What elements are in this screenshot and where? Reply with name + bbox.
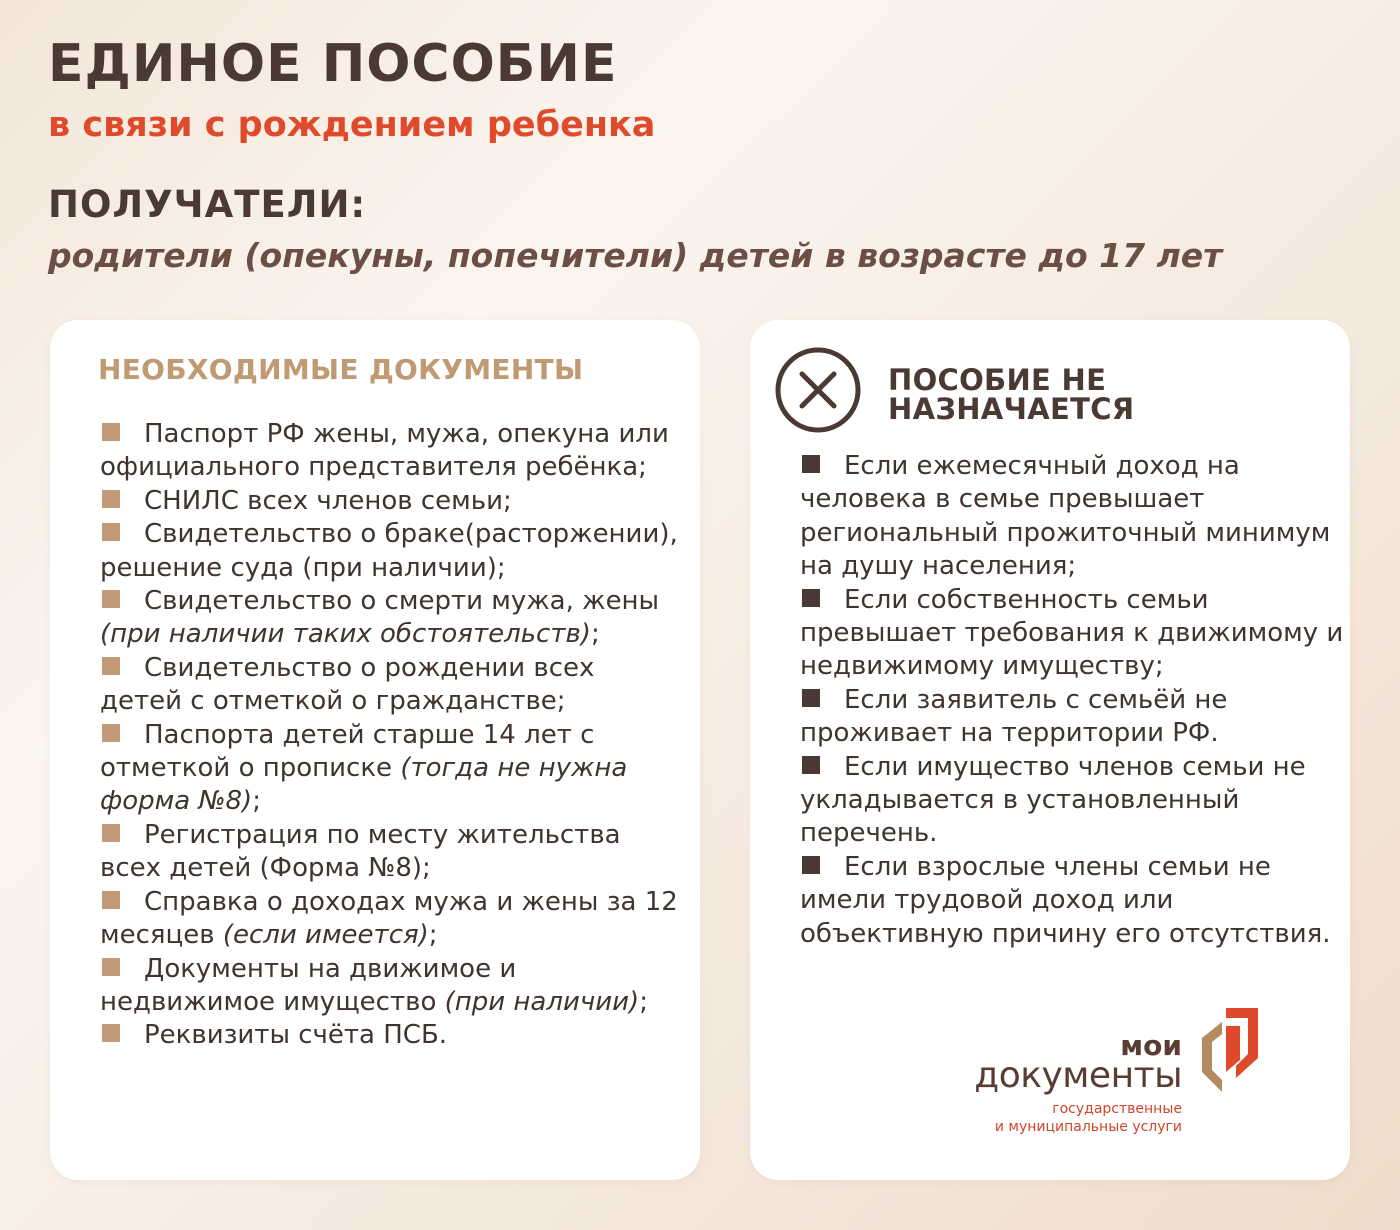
document-item-tail: ; [590,619,600,650]
square-bullet-icon [102,891,120,909]
square-bullet-icon [802,589,820,607]
document-item [100,418,680,485]
document-item [100,485,680,518]
square-bullet-icon [102,423,120,441]
moi-dokumenty-logo [974,1008,1310,1138]
logo-sub-line1: государственные [1052,1101,1182,1117]
square-bullet-icon [802,756,820,774]
reason-item [800,584,1345,684]
logo-line2: документы [974,1055,1182,1096]
square-bullet-icon [102,490,120,508]
square-bullet-icon [102,590,120,608]
document-item-text: Паспорта детей старше 14 лет с отметкой о прописке [100,719,595,784]
document-item [100,652,680,719]
reason-item-text: Если взрослые члены семьи не имели трудовой доход или объективную причину его отсутствия. [800,851,1331,949]
logo-mark-icon [1196,1008,1262,1096]
square-bullet-icon [102,958,120,976]
document-item [100,719,680,819]
document-item [100,585,680,652]
reason-item-text: Если заявитель с семьёй не проживает на территории РФ. [800,684,1228,749]
reason-item-text: Если имущество членов семьи не укладывается в установленный перечень. [800,751,1306,849]
square-bullet-icon [102,1024,120,1042]
document-item-text: Паспорт РФ жены, мужа, опекуна или официального представителя ребёнка; [100,419,669,483]
reason-item [800,450,1345,584]
document-item-note: (если имеется) [222,920,429,951]
document-item-text: Свидетельство о рождении всех детей с отметкой о гражданстве; [100,652,595,717]
close-circle-icon [774,346,862,434]
document-item [100,1019,680,1052]
document-item [100,518,680,585]
logo-sub-line2: и муниципальные услуги [994,1119,1182,1135]
document-item-text: СНИЛС всех членов семьи; [144,485,512,516]
reason-item [800,851,1345,951]
square-bullet-icon [102,523,120,541]
documents-list [100,418,680,1053]
square-bullet-icon [802,689,820,707]
recipients-title: ПОЛУЧАТЕЛИ: [48,183,367,226]
documents-card [50,320,700,1180]
document-item-tail: ; [428,920,438,951]
document-item [100,953,680,1020]
document-item-text: Свидетельство о смерти мужа, жены [144,586,660,617]
square-bullet-icon [102,657,120,675]
reason-item [800,751,1345,851]
square-bullet-icon [802,856,820,874]
document-item-text: Документы на движимое и недвижимое имущество [100,953,517,1017]
logo-subtitle [995,1100,1182,1136]
square-bullet-icon [102,824,120,842]
document-item-text: Реквизиты счёта ПСБ. [144,1020,448,1051]
logo-line1: мои [1120,1029,1182,1062]
page-subtitle: в связи с рождением ребенка [48,105,656,145]
recipients-text: родители (опекуны, попечители) детей в возрасте до 17 лет [48,236,1223,275]
document-item [100,886,680,953]
document-item-note: (тогда не нужна форма №8) [100,753,628,817]
document-item-text: Регистрация по месту жительства всех детей (Форма №8); [100,819,621,884]
reason-item-text: Если собственность семьи превышает требования к движимому и недвижимому имуществу; [800,584,1344,682]
document-item-tail: ; [252,786,261,817]
square-bullet-icon [802,455,820,473]
not-assigned-list [800,450,1345,951]
document-item-text: Свидетельство о браке(расторжении), решение суда (при наличии); [100,519,678,583]
documents-title: НЕОБХОДИМЫЕ ДОКУМЕНТЫ [98,353,584,386]
not-assigned-card [750,320,1350,1180]
reason-item-text: Если ежемесячный доход на человека в семье превышает региональный прожиточный минимум на душу населения; [800,451,1331,582]
document-item-text: Справка о доходах мужа и жены за 12 месяцев [100,886,678,951]
document-item-note: (при наличии) [444,986,640,1017]
reason-item [800,684,1345,751]
document-item-note: (при наличии таких обстоятельств) [100,619,591,650]
square-bullet-icon [102,724,120,742]
page-title: ЕДИНОЕ ПОСОБИЕ [48,34,618,94]
document-item [100,819,680,886]
not-assigned-title: ПОСОБИЕ НЕ НАЗНАЧАЕТСЯ [888,363,1135,426]
document-item-tail: ; [639,986,648,1017]
